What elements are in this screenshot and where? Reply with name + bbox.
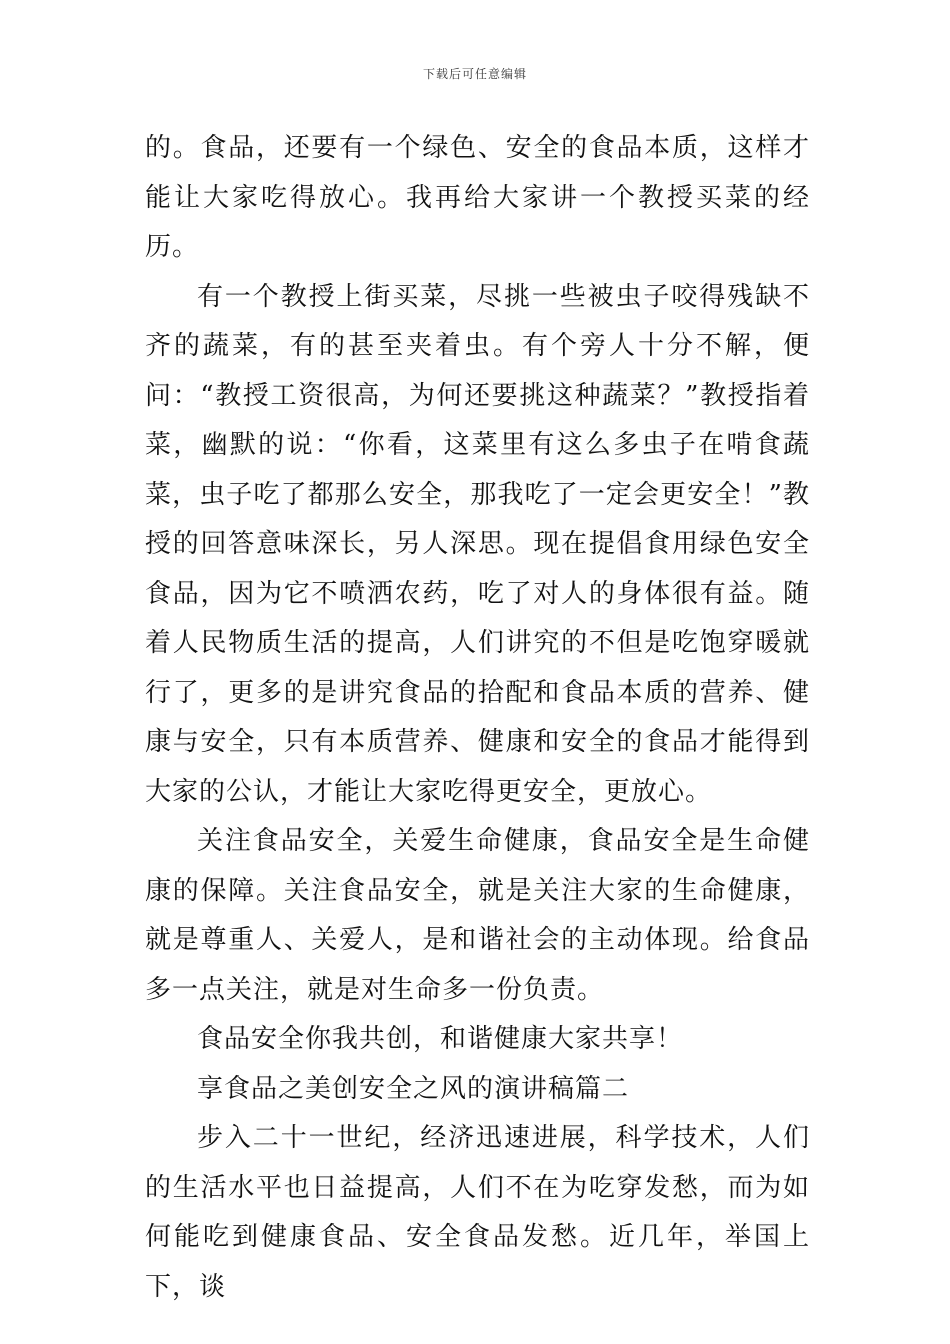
paragraph-continuation: 的。食品，还要有一个绿色、安全的食品本质，这样才能让大家吃得放心。我再给大家讲一个教授买菜的经历。 xyxy=(145,133,810,262)
paragraph-slogan: 食品安全你我共创，和谐健康大家共享！ xyxy=(197,1024,684,1054)
document-body xyxy=(145,124,810,1312)
paragraph-food-safety-focus: 关注食品安全，关爱生命健康，食品安全是生命健康的保障。关注食品安全，就是关注大家的生命健康，就是尊重人、关爱人，是和谐社会的主动体现。给食品多一点关注，就是对生命多一份负责。 xyxy=(145,826,810,1005)
section-heading: 享食品之美创安全之风的演讲稿篇二 xyxy=(197,1073,630,1104)
page-header: 下载后可任意编辑 xyxy=(422,67,527,81)
paragraph-professor-story: 有一个教授上街买菜，尽挑一些被虫子咬得残缺不齐的蔬菜，有的甚至夹着虫。有个旁人十分不解，便问：“教授工资很高，为何还要挑这种蔬菜？”教授指着菜，幽默的说：“你看，这菜里有这么多虫子在啃食蔬菜，虫子吃了都那么安全，那我吃了一定会更安全！”教授的回答意味深长，另人深思。现在提倡食用绿色安全食品，因为它不喷洒农药，吃了对人的身体很有益。随着人民物质生活的提高，人们讲究的不但是吃饱穿暖就行了，更多的是讲究食品的拾配和食品本质的营养、健康与安全，只有本质营养、健康和安全的食品才能得到大家的公认，才能让大家吃得更安全，更放心。 xyxy=(145,281,810,807)
paragraph-second-speech-opening: 步入二十一世纪，经济迅速进展，科学技术，人们的生活水平也日益提高，人们不在为吃穿发愁，而为如何能吃到健康食品、安全食品发愁。近几年，举国上下，谈 xyxy=(145,1123,810,1302)
